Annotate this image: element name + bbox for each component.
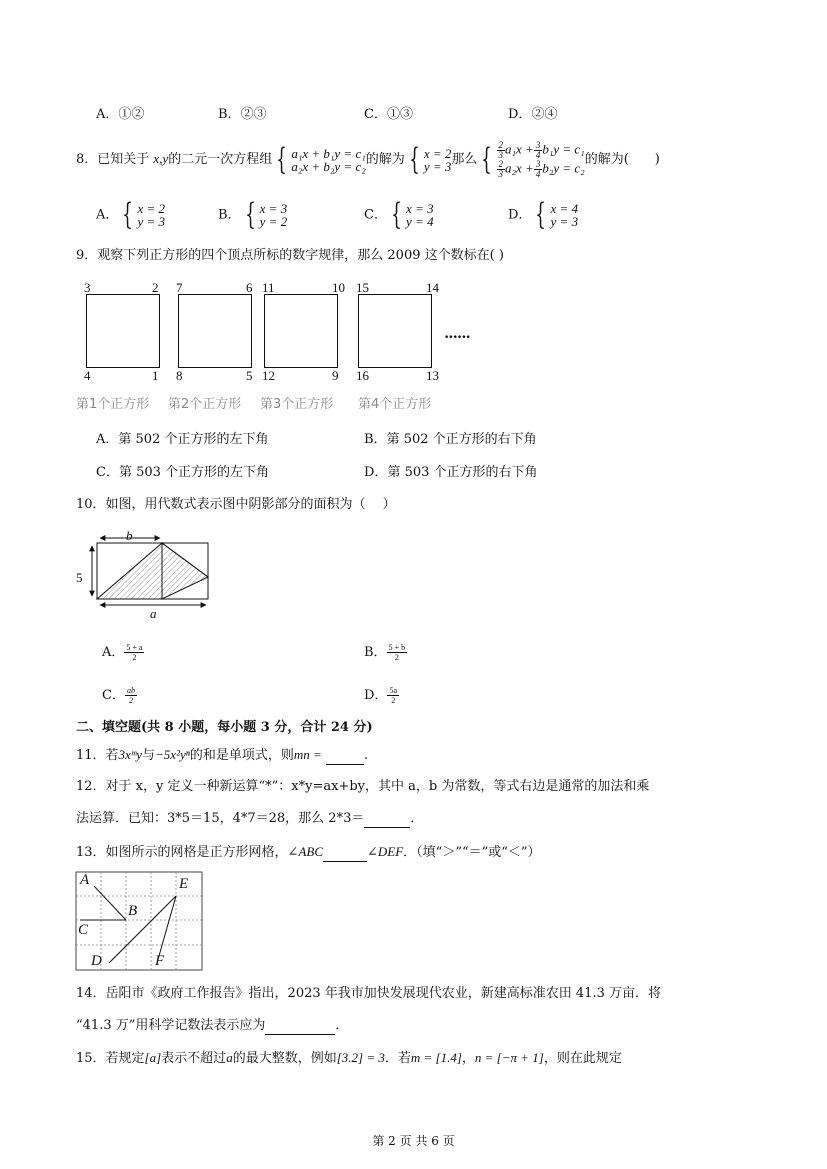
caption-2: 第2个正方形: [168, 397, 242, 412]
sq4-br: 13: [426, 368, 439, 383]
q10-stem: 10．如图，用代数式表示图中阴影部分的面积为（ ）: [76, 497, 396, 512]
caption-3: 第3个正方形: [260, 397, 334, 412]
q13-blank[interactable]: [323, 861, 367, 862]
sq3-bl: 12: [262, 368, 275, 383]
q11: 11．若3xᵐy与−5x²yⁿ的和是单项式，则mn = .: [76, 747, 369, 763]
q9-option-a: A．第 502 个正方形的左下角: [96, 432, 269, 447]
q14-blank[interactable]: [265, 1034, 335, 1035]
q9-option-c: C．第 503 个正方形的左下角: [96, 465, 270, 480]
q7-option-a: A．①②: [96, 107, 145, 122]
q9-option-b: B．第 502 个正方形的右下角: [364, 432, 537, 447]
q11-blank[interactable]: [326, 764, 364, 765]
q13-stem: 13．如图所示的网格是正方形网格，∠ABC ∠DEF．（填“＞”“＝”或“＜”）: [76, 844, 541, 860]
sq2-bl: 8: [176, 368, 183, 383]
q14-line1: 14．岳阳市《政府工作报告》指出，2023 年我市加快发展现代农业，新建高标准农田 41.3 万亩．将: [76, 986, 661, 1001]
label-b: b: [126, 528, 133, 543]
q8-option-b: B． { x = 3 y = 2: [218, 197, 288, 232]
q14-line2: “41.3 万”用科学记数法表示应为 ．: [76, 1018, 349, 1033]
caption-4: 第4个正方形: [358, 397, 432, 412]
sq2-br: 5: [246, 368, 253, 383]
q15: 15．若规定[a]表示不超过a的最大整数，例如[3.2] = 3．若m = [1.4]，n = [−π + 1]，则在此规定: [76, 1050, 622, 1066]
q10-option-d: D． $\frac{5a}{2}$: [364, 686, 397, 705]
q7-option-c: C．①③: [364, 107, 413, 122]
label-E: E: [179, 876, 189, 892]
sq1-tr: 2: [152, 280, 159, 295]
q8-option-a: A． { x = 2 y = 3: [96, 197, 166, 232]
sq2-tr: 6: [246, 280, 253, 295]
q8-option-c: C． { x = 3 y = 4: [364, 197, 434, 232]
label-C: C: [78, 922, 89, 938]
label-D: D: [91, 953, 102, 969]
q12-line1: 12．对于 x，y 定义一种新运算“*”：x*y=ax+by，其中 a，b 为常数，等式右边是通常的加法和乘: [76, 779, 650, 794]
label-F: F: [155, 953, 165, 969]
label-A: A: [80, 872, 90, 888]
sq3-br: 9: [332, 368, 339, 383]
sq4-tl: 15: [356, 280, 369, 295]
q12-line2: 法运算．已知：3*5＝15，4*7＝28，那么 2*3＝ ．: [76, 811, 424, 826]
q7-option-b: B．②③: [218, 107, 267, 122]
section-2-title: 二、填空题(共 8 小题，每小题 3 分，合计 24 分): [76, 720, 373, 735]
q10-option-a: A． $\frac{5 + a}{2}$: [102, 643, 143, 662]
shaded-right: [162, 543, 208, 599]
sq1-bl: 4: [84, 368, 91, 383]
ellipsis: ••••••: [444, 333, 470, 343]
page-footer: 第 2 页 共 6 页: [372, 1134, 455, 1148]
q8-option-d: D． { x = 4 y = 3: [508, 197, 579, 232]
q8-stem: 8．已知关于 x,y的二元一次方程组 { a₁x + b₁y = c₁ a₂x + b₂y = c₂ 的解为 { x = 2 y = 3 那么 { $\frac{2}{3}$ a₁x + $\frac{3}{4}$ b₁y = c₁ $\frac{2}{3}$ a₂x + $\frac{3}{4}$ b₂y = c₂ 的解为( ): [76, 139, 660, 179]
sq1-br: 1: [152, 368, 159, 383]
q9-stem: 9．观察下列正方形的四个顶点所标的数字规律，那么 2009 这个数标在( ): [76, 248, 504, 263]
sq4-bl: 16: [356, 368, 369, 383]
q7-option-d: D．②④: [508, 107, 558, 122]
q10-option-b: B． $\frac{5 + b}{2}$: [364, 643, 406, 662]
sq1-tl: 3: [84, 280, 91, 295]
caption-1: 第1个正方形: [76, 397, 150, 412]
label-5: 5: [76, 570, 83, 585]
q12-blank[interactable]: [364, 827, 410, 828]
shaded-left: [97, 543, 162, 599]
q10-option-c: C． $\frac{ab}{2}$: [102, 686, 135, 705]
label-a: a: [150, 606, 157, 621]
sq4-tr: 14: [426, 280, 439, 295]
q9-option-d: D．第 503 个正方形的右下角: [364, 465, 538, 480]
sq2-tl: 7: [176, 280, 183, 295]
sq3-tl: 11: [262, 280, 275, 295]
label-B: B: [128, 903, 138, 919]
sq3-tr: 10: [332, 280, 345, 295]
